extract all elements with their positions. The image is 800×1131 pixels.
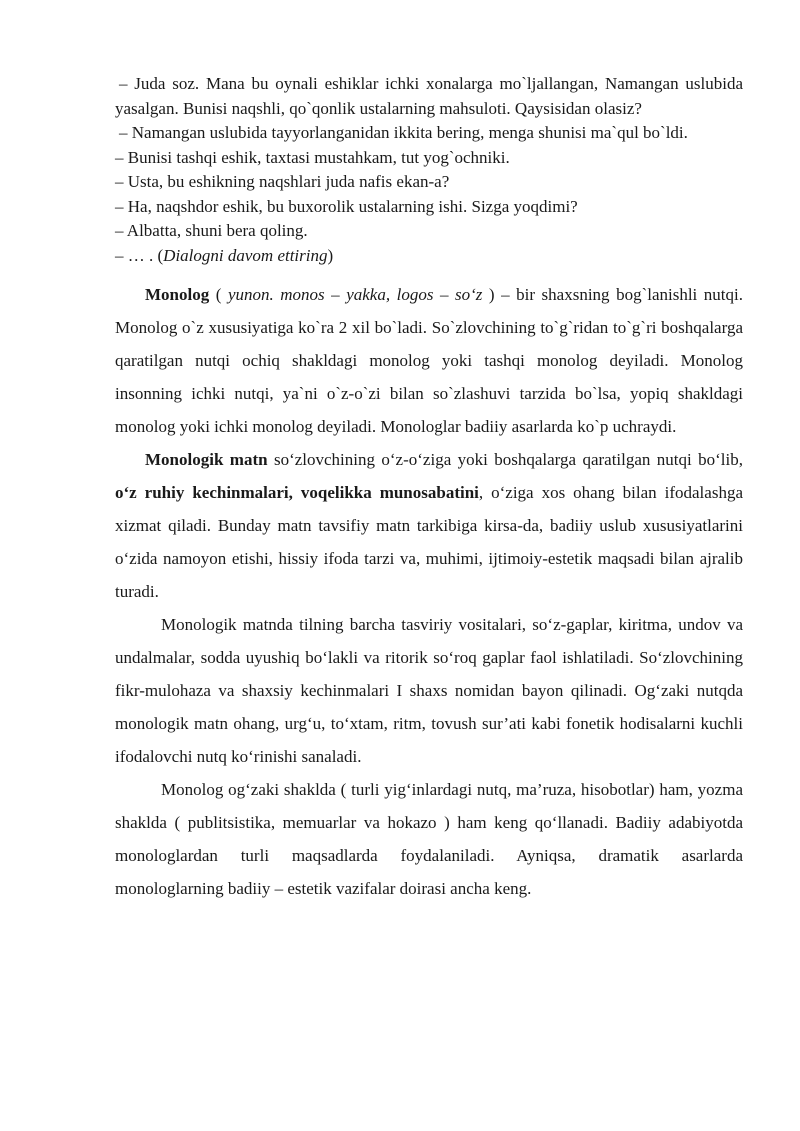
instruction-text: Dialogni davom ettiring [163, 245, 328, 265]
paragraph-monologik-matn [115, 443, 743, 608]
emphasis-text: o‘z ruhiy kechinmalari, voqelikka munosabatini [115, 483, 479, 502]
instruction-prefix: – … . ( [115, 245, 164, 265]
paragraph-monolog-definition [115, 278, 743, 443]
body-text [115, 278, 743, 905]
dialogue-block [115, 72, 743, 268]
dialogue-line: – Albatta, shuni bera qoling. [115, 221, 308, 240]
paragraph-text: ) – bir shaxsning bog`lanishli nutqi. Monolog o`z xususiyatiga ko`ra 2 xil bo`ladi. So`zlovchining to`g`ridan to`g`ri boshqalarga qaratilgan nutqi ochiq shakldagi monolog yoki tashqi monolog deyiladi. Monolog insonning ichki nutqi, ya`ni o`z-o`zi bilan so`zlashuvi tarzida bo`lsa, yopiq shakldagi monolog yoki ichki monolog deyiladi. Monologlar badiiy asarlarda ko`p uchraydi. [115, 285, 743, 436]
instruction-suffix: ) [327, 245, 334, 265]
dialogue-line-instruction [115, 244, 743, 269]
dialogue-line: – Usta, bu eshikning naqshlari juda nafis ekan-a? [115, 172, 450, 191]
term-monologik-matn: Monologik matn [145, 450, 268, 469]
paragraph-text: so‘zlovchining o‘z-o‘ziga yoki boshqalarga qaratilgan nutqi bo‘lib, [267, 450, 744, 469]
paragraph-text: , o‘ziga xos ohang bilan ifodalashga xizmat qiladi. Bunday matn tavsifiy matn tarkibiga kirsa-da, badiiy uslub xususiyatlarini o‘zida namoyon etishi, hissiy ifoda tarzi va, muhimi, ijtimoiy-estetik maqsadi bilan ajralib turadi. [115, 483, 743, 601]
document-page [115, 72, 743, 905]
dialogue-line: – Juda soz. Mana bu oynali eshiklar ichki xonalarga mo`ljallangan, Namangan uslubida yasalgan. Bunisi naqshli, qo`qonlik ustalarning mahsuloti. Qaysisidan olasiz? [115, 74, 743, 118]
dialogue-line: – Namangan uslubida tayyorlanganidan ikkita bering, menga shunisi ma`qul bo`ldi. [119, 123, 688, 142]
paren-open: ( [209, 285, 228, 304]
etymology: yunon. monos – yakka, logos – so‘z [227, 285, 483, 304]
dialogue-line: – Bunisi tashqi eshik, taxtasi mustahkam, tut yog`ochniki. [115, 147, 510, 167]
paragraph-forms: Monolog og‘zaki shaklda ( turli yig‘inlardagi nutq, ma’ruza, hisobotlar) ham, yozma shaklda ( publitsistika, memuarlar va hokazo ) ham keng qo‘llanadi. Badiiy adabiyotda monologlardan turli maqsadlarda foydalaniladi. Ayniqsa, dramatik asarlarda monologlarning badiiy – estetik vazifalar doirasi ancha keng. [115, 780, 743, 898]
paragraph-tools: Monologik matnda tilning barcha tasviriy vositalari, so‘z-gaplar, kiritma, undov va undalmalar, sodda uyushiq bo‘lakli va ritorik so‘roq gaplar faol ishlatiladi. So‘zlovchining fikr-mulohaza va shaxsiy kechinmalari I shaxs nomidan bayon qilinadi. Og‘zaki nutqda monologik matn ohang, urg‘u, to‘xtam, ritm, tovush sur’ati kabi fonetik hodisalarni kuchli ifodalovchi nutq ko‘rinishi sanaladi. [115, 615, 743, 766]
term-monolog: Monolog [145, 285, 210, 304]
dialogue-line: – Ha, naqshdor eshik, bu buxorolik ustalarning ishi. Sizga yoqdimi? [115, 196, 578, 216]
